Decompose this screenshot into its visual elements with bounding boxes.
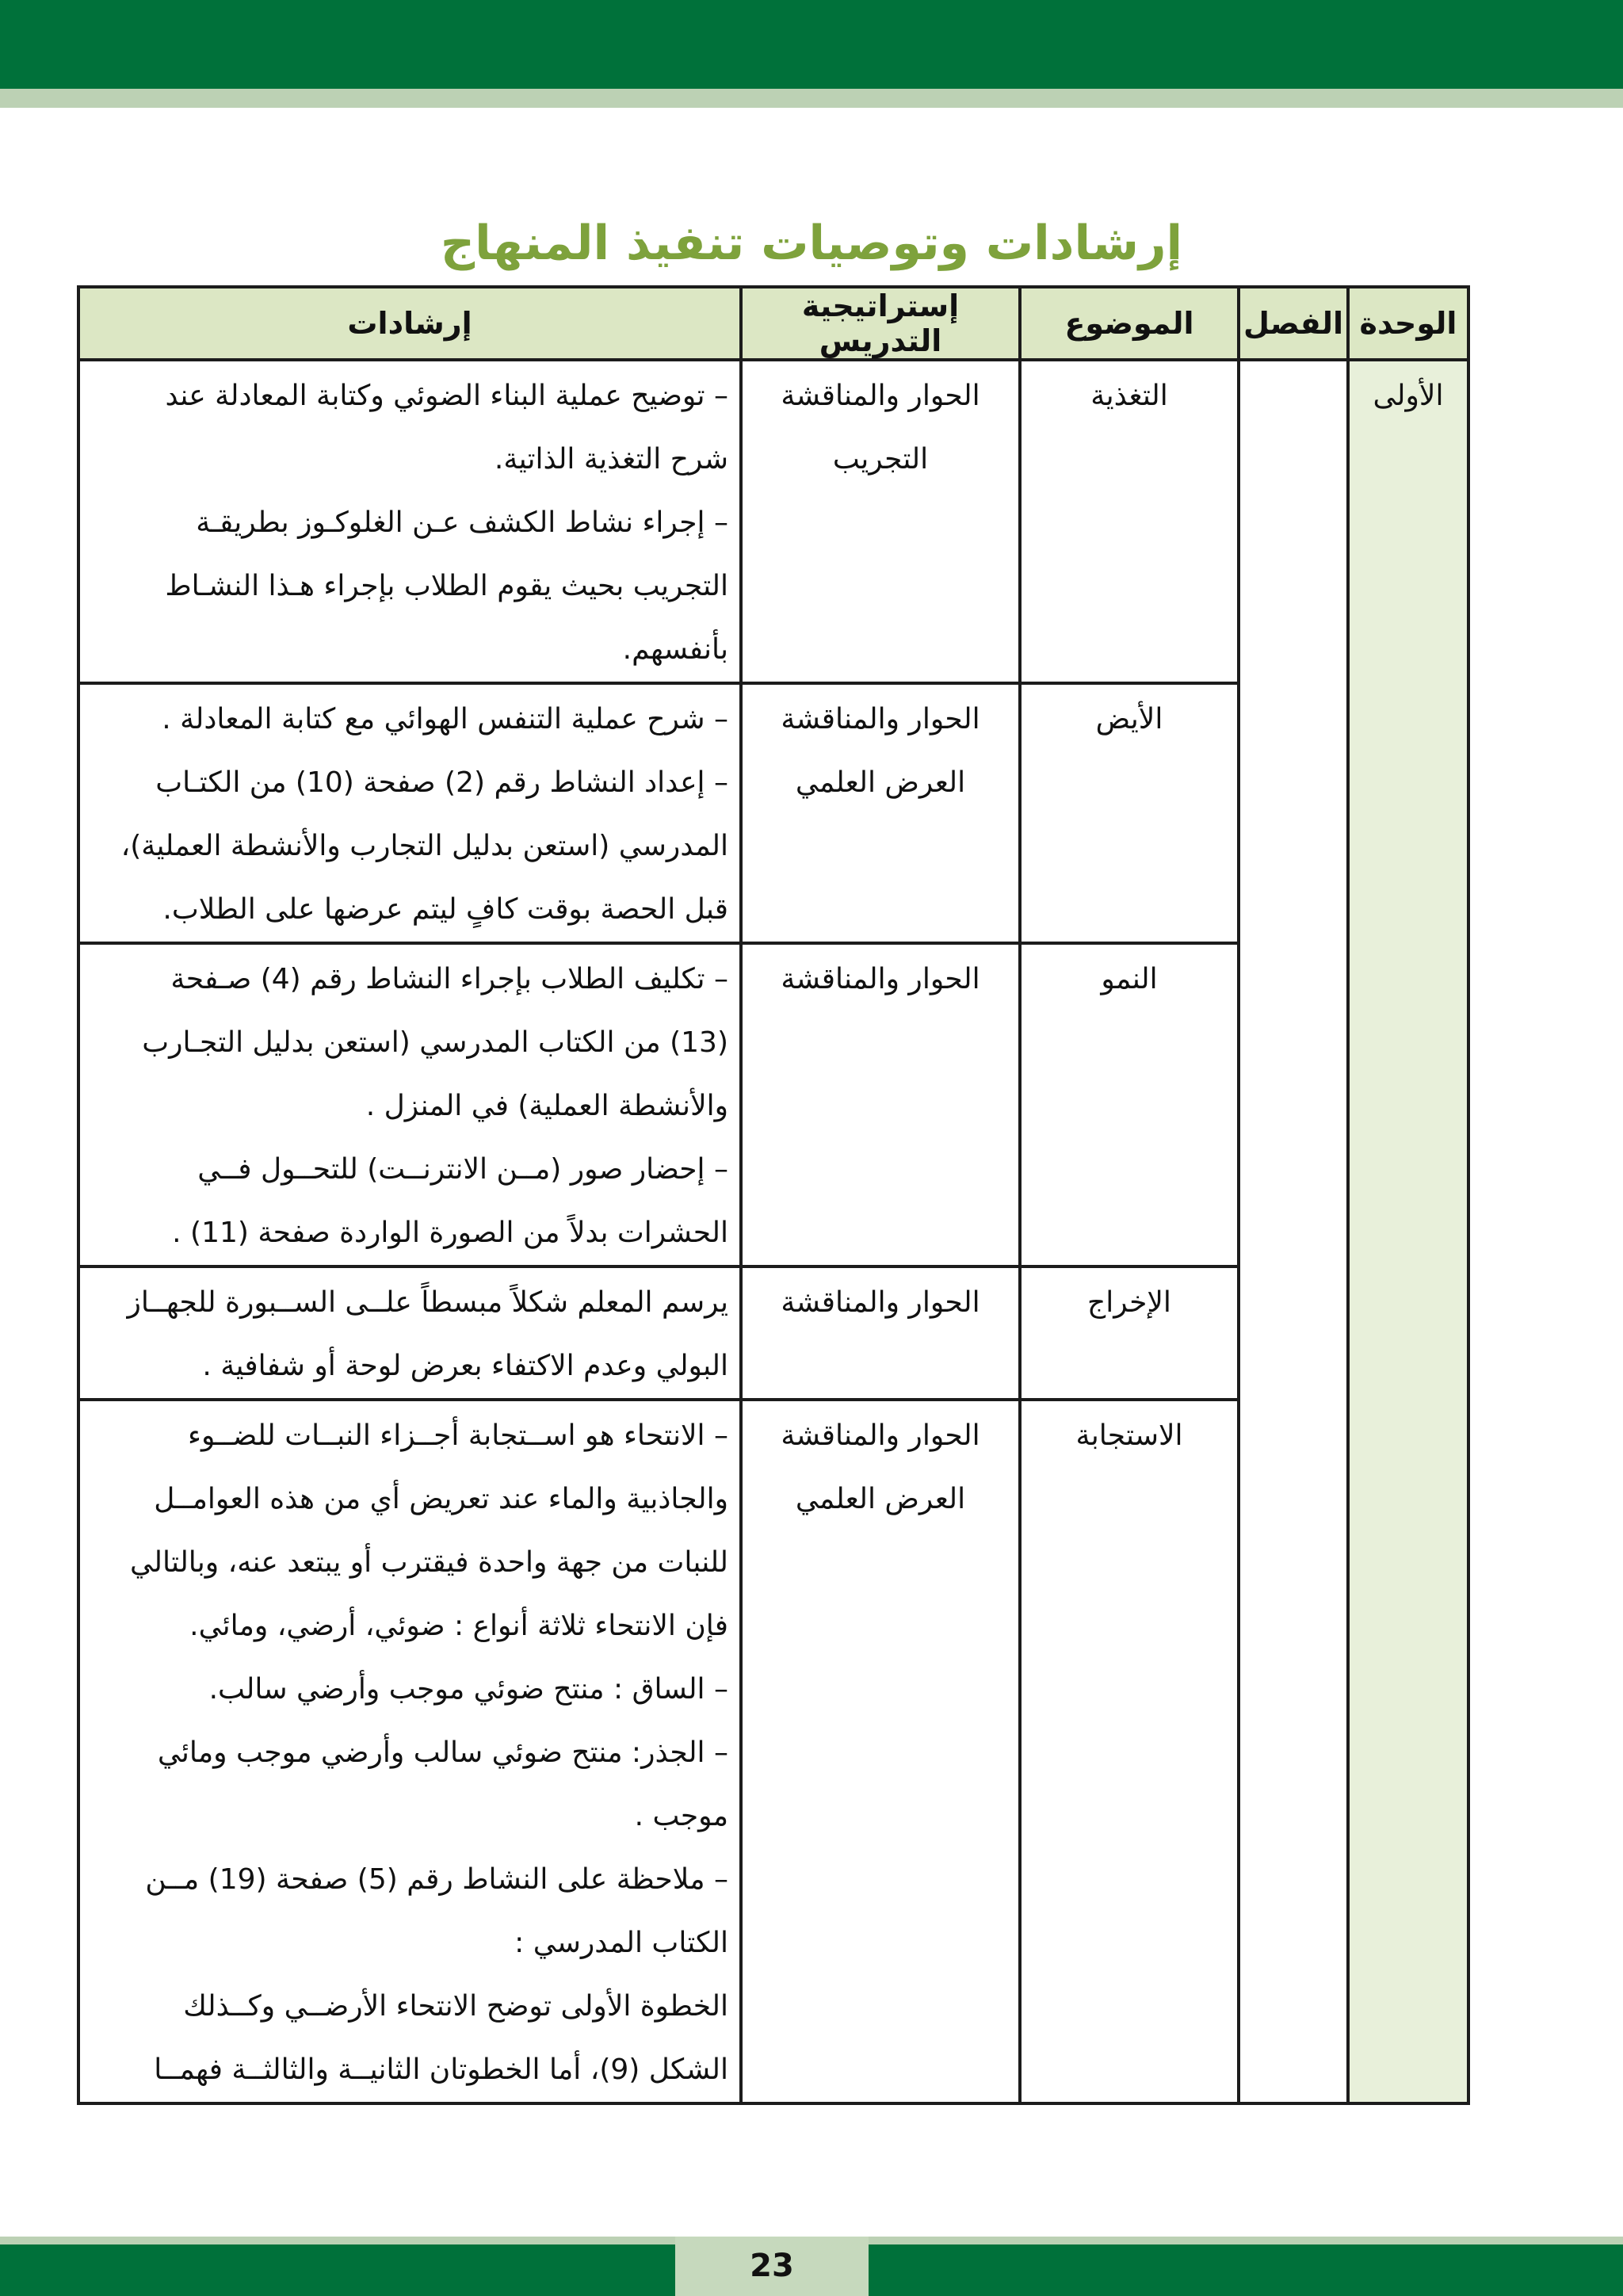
strategy-line: الحوار والمناقشة xyxy=(781,1286,980,1319)
top-header-band xyxy=(0,0,1623,89)
note-line: – إجراء نشاط الكشف عـن الغلوكـوز بطريقـة xyxy=(196,506,728,539)
column-header-notes: إرشادات xyxy=(78,287,741,360)
topic-cell: التغذية xyxy=(1020,360,1239,683)
strategy-line: الحوار والمناقشة xyxy=(781,703,980,735)
page-number: 23 xyxy=(675,2237,869,2296)
curriculum-guidelines-table xyxy=(77,285,1470,2105)
topic-cell: الاستجابة xyxy=(1020,1400,1239,2103)
topic-cell: الإخراج xyxy=(1020,1266,1239,1400)
strategy-line: الحوار والمناقشة xyxy=(781,380,980,412)
notes-cell xyxy=(78,683,741,943)
note-line: – الساق : منتح ضوئي موجب وأرضي سالب. xyxy=(208,1673,728,1706)
note-line: (13) من الكتاب المدرسي (استعن بدليل التجـارب xyxy=(142,1026,728,1059)
notes-cell xyxy=(78,360,741,683)
note-line: – توضيح عملية البناء الضوئي وكتابة المعادلة عند xyxy=(165,380,728,412)
note-line: شرح التغذية الذاتية. xyxy=(494,443,728,476)
notes-cell xyxy=(78,943,741,1266)
strategy-line: التجريب xyxy=(832,443,929,476)
page-title: إرشادات وتوصيات تنفيذ المنهاج xyxy=(440,216,1183,271)
note-line: – إحضار صور (مــن الانترنــت) للتحــول فــي xyxy=(197,1153,728,1186)
strategy-line: العرض العلمي xyxy=(795,1483,966,1515)
topic-cell: النمو xyxy=(1020,943,1239,1266)
note-line: – تكليف الطلاب بإجراء النشاط رقم (4) صـفحة xyxy=(170,963,728,995)
note-line: فإن الانتحاء ثلاثة أنواع : ضوئي، أرضي، ومائي. xyxy=(189,1610,728,1642)
note-line: – إعداد النشاط رقم (2) صفحة (10) من الكتـاب xyxy=(155,766,728,799)
notes-cell xyxy=(78,1400,741,2103)
strategy-cell xyxy=(741,683,1020,943)
note-line: للنبات من جهة واحدة فيقترب أو يبتعد عنه، وبالتالي xyxy=(130,1546,728,1579)
strategy-cell xyxy=(741,943,1020,1266)
strategy-line: الحوار والمناقشة xyxy=(781,963,980,995)
note-line: – الانتحاء هو اســتجابة أجــزاء النبــات للضــوء xyxy=(188,1419,728,1452)
strategy-line: الحوار والمناقشة xyxy=(781,1419,980,1452)
note-line: قبل الحصة بوقت كافٍ ليتم عرضها على الطلاب. xyxy=(162,893,728,926)
note-line: والجاذبية والماء عند تعريض أي من هذه العوامــل xyxy=(154,1483,728,1515)
note-line: – ملاحظة على النشاط رقم (5) صفحة (19) مــن xyxy=(145,1863,728,1896)
note-line: الخطوة الأولى توضح الانتحاء الأرضــي وكــذلك xyxy=(183,1990,728,2023)
note-line: الكتاب المدرسي : xyxy=(514,1927,728,1959)
column-header-chapter: الفصل xyxy=(1239,287,1348,360)
note-line: الحشرات بدلاً من الصورة الواردة صفحة (11) . xyxy=(172,1217,728,1249)
chapter-cell xyxy=(1239,360,1348,2103)
strategy-cell xyxy=(741,1266,1020,1400)
note-line: الشكل (9)، أما الخطوتان الثانيــة والثالثــة فهمــا xyxy=(154,2053,728,2086)
note-line: بأنفسهم. xyxy=(622,633,728,666)
note-line: موجب . xyxy=(634,1800,728,1832)
topic-cell: الأيض xyxy=(1020,683,1239,943)
top-header-stripe xyxy=(0,89,1623,108)
note-line: يرسم المعلم شكلاً مبسطاً علــى الســبورة للجهــاز xyxy=(127,1286,728,1319)
notes-cell xyxy=(78,1266,741,1400)
strategy-cell xyxy=(741,360,1020,683)
note-line: والأنشطة العملية) في المنزل . xyxy=(365,1090,728,1122)
table-header-row xyxy=(78,287,1468,360)
note-line: – الجذر: منتح ضوئي سالب وأرضي موجب ومائي xyxy=(157,1736,728,1769)
strategy-line: العرض العلمي xyxy=(795,766,966,799)
note-line: – شرح عملية التنفس الهوائي مع كتابة المعادلة . xyxy=(162,703,728,735)
note-line: البولي وعدم الاكتفاء بعرض لوحة أو شفافية . xyxy=(202,1350,728,1382)
table-row xyxy=(78,360,1468,683)
column-header-strategy: إستراتيجية التدريس xyxy=(741,287,1020,360)
note-line: التجريب بحيث يقوم الطلاب بإجراء هـذا النشـاط xyxy=(165,570,728,602)
column-header-unit: الوحدة xyxy=(1348,287,1468,360)
note-line: المدرسي (استعن بدليل التجارب والأنشطة العملية)، xyxy=(120,830,728,862)
unit-cell: الأولى xyxy=(1348,360,1468,2103)
column-header-topic: الموضوع xyxy=(1020,287,1239,360)
strategy-cell xyxy=(741,1400,1020,2103)
